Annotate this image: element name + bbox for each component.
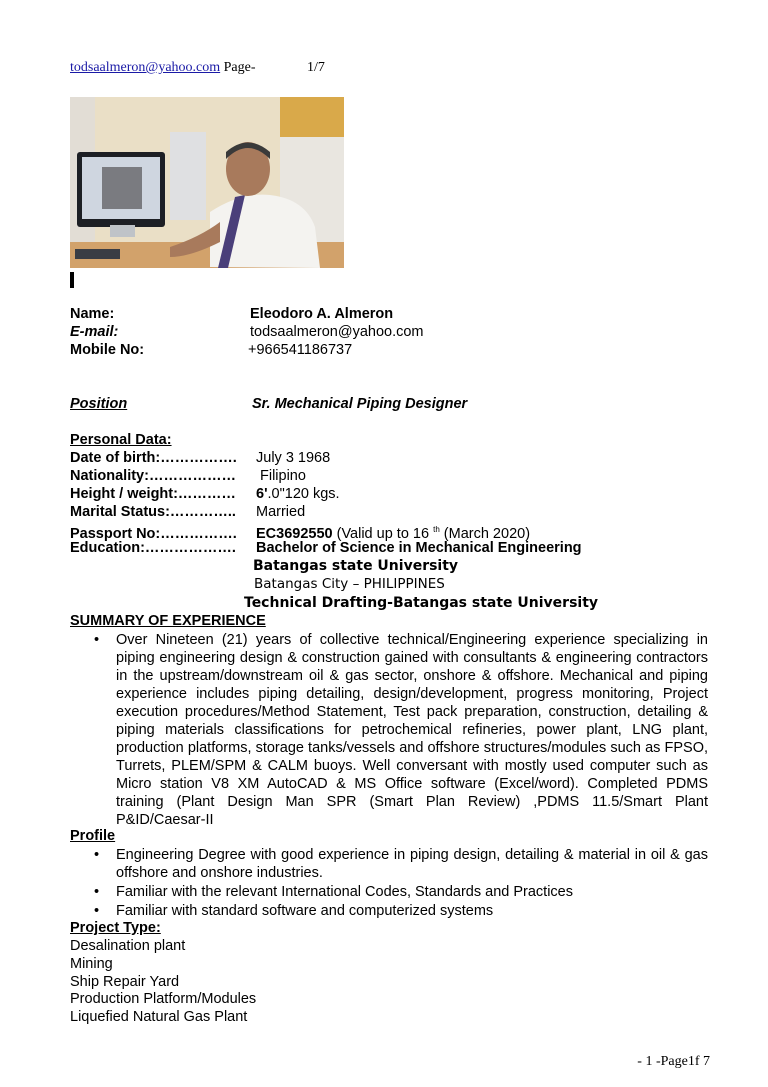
passport-label: Passport No:……………. <box>70 525 237 542</box>
education-city: Batangas City – PHILIPPINES <box>254 576 445 592</box>
passport-validity: (Valid up to 16 <box>332 525 434 542</box>
page-footer: - 1 -Page1f 7 <box>637 1054 710 1069</box>
email-label: E-mail: <box>70 324 119 340</box>
page-header <box>70 60 325 76</box>
education-degree: Bachelor of Science in Mechanical Engineering <box>256 540 582 556</box>
profile-item: • Engineering Degree with good experience in piping design, detailing & material in oil & gas offshore and onshore industries. <box>94 846 708 882</box>
profile-heading: Profile <box>70 828 116 844</box>
height-weight-row <box>70 485 340 503</box>
project-type-item: Mining <box>70 956 113 972</box>
contact-email <box>70 323 424 341</box>
passport-number: EC3692550 <box>256 525 333 542</box>
height-weight-label: Height / weight:………… <box>70 486 236 502</box>
personal-data-heading: Personal Data: <box>70 432 172 448</box>
weight-value: .0"120 kgs. <box>267 486 340 502</box>
summary-heading: SUMMARY OF EXPERIENCE <box>70 613 266 629</box>
profile-list <box>94 846 708 920</box>
marital-label: Marital Status:………….. <box>70 504 236 520</box>
project-type-heading: Project Type: <box>70 920 161 936</box>
education-technical: Technical Drafting-Batangas state University <box>244 595 599 611</box>
project-type-item: Production Platform/Modules <box>70 991 257 1007</box>
nationality-value: Filipino <box>260 468 306 484</box>
contact-mobile <box>70 341 352 359</box>
project-type-item: Ship Repair Yard <box>70 974 180 990</box>
email-value: todsaalmeron@yahoo.com <box>250 324 424 340</box>
education-row <box>70 539 582 557</box>
height-value: 6' <box>256 486 268 502</box>
summary-list <box>94 631 708 829</box>
summary-item: • Over Nineteen (21) years of collective technical/Engineering experience specializing in piping engineering design & construction gained with consultants & engineering contractors in the upstream/downstream oil & gas sector, onshore & offshore. Mechanical and piping experience includes piping detailing, design/development, progress monitoring, Project execution procedures/Method Statement, Test pack preparation, construction, detailing & piping materials classifications for petrochemical refineries, power plant, LNG plant, production platforms, storage tanks/vessels and offshore structures/modules such as FPSO, Turrets, PLEM/SPM & CALM buoys. Well conversant with mostly used computer such as Micro station V8 XM AutoCAD & MS Office software (Excel/word). Completed PDMS training (Plant Design Man SPR (Smart Plan Review) ,PDMS 11.5/Smart Plant P&ID/Caesar-II <box>94 631 708 829</box>
nationality-label: Nationality:……………… <box>70 468 236 484</box>
mobile-value: +966541186737 <box>248 342 353 358</box>
profile-item: • Familiar with the relevant International Codes, Standards and Practices <box>94 883 708 901</box>
education-university: Batangas state University <box>253 558 459 574</box>
education-label: Education:………………. <box>70 540 236 556</box>
contact-name <box>70 305 393 323</box>
passport-sup: th <box>433 525 440 534</box>
passport-validity-end: (March 2020) <box>439 525 531 542</box>
dob-value: July 3 1968 <box>256 450 331 466</box>
project-type-item: Liquefied Natural Gas Plant <box>70 1009 248 1025</box>
position-value: Sr. Mechanical Piping Designer <box>252 396 468 412</box>
mobile-label: Mobile No: <box>70 342 145 358</box>
marital-row <box>70 503 305 521</box>
text-cursor <box>70 272 74 288</box>
profile-item: • Familiar with standard software and computerized systems <box>94 902 708 920</box>
nationality-row <box>70 467 306 485</box>
project-type-item: Desalination plant <box>70 938 186 954</box>
position-row <box>70 395 467 413</box>
page-number: 1/7 <box>307 60 325 75</box>
marital-value: Married <box>256 504 306 520</box>
header-email-link[interactable]: todsaalmeron@yahoo.com <box>70 60 221 75</box>
position-label: Position <box>70 396 128 412</box>
name-label: Name: <box>70 306 115 322</box>
profile-photo <box>70 97 344 268</box>
dob-row <box>70 449 330 467</box>
dob-label: Date of birth:……………. <box>70 450 237 466</box>
name-value: Eleodoro A. Almeron <box>250 306 394 322</box>
page-label: Page- <box>223 60 256 75</box>
